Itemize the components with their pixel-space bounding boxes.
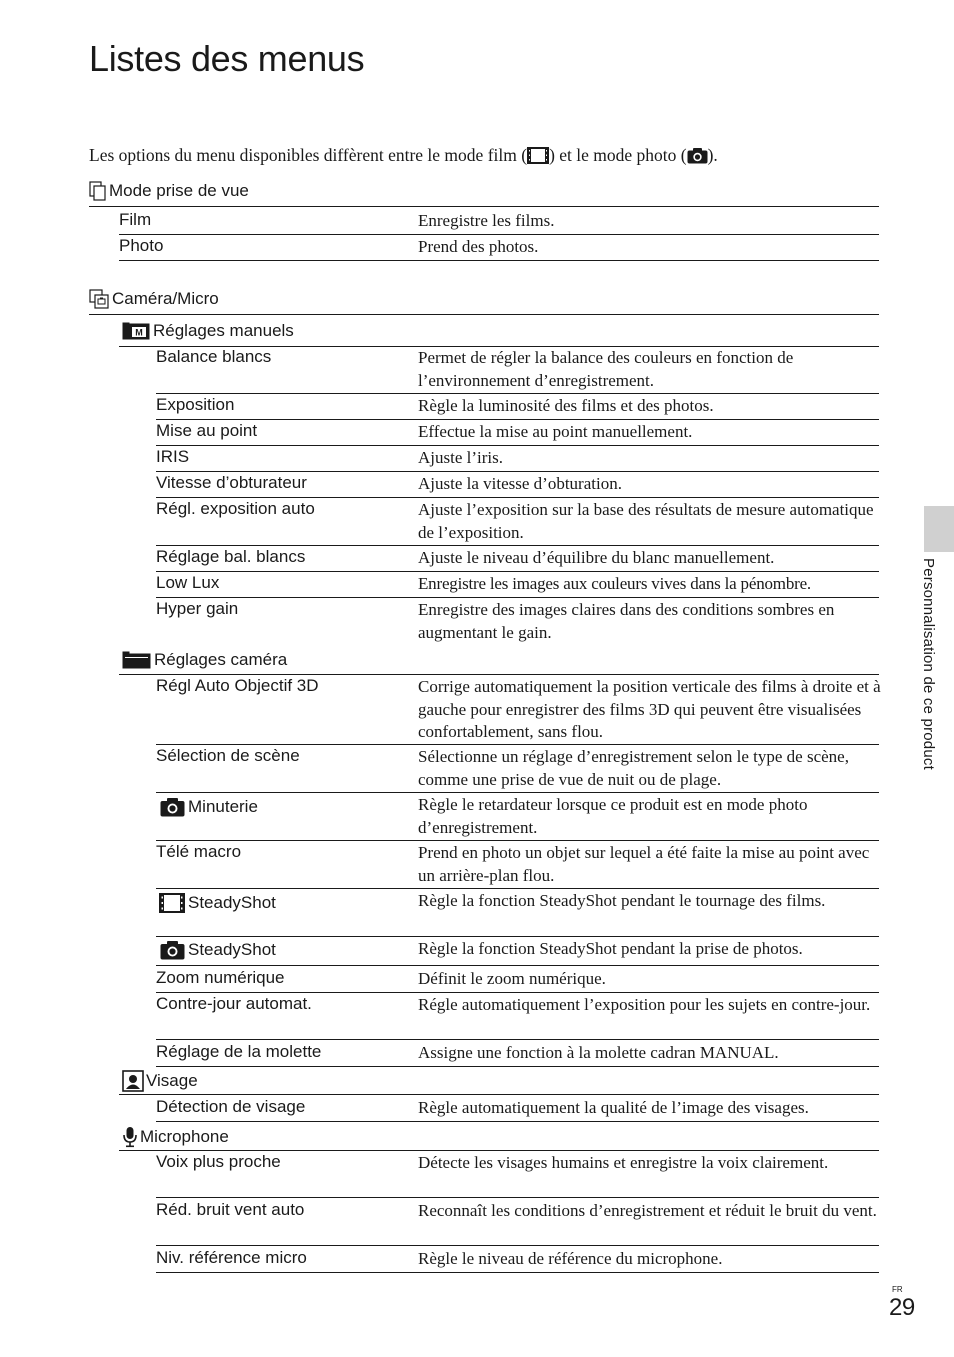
menu-item [156, 599, 238, 619]
menu-item-desc: Assigne une fonction à la molette cadran MANUAL. [418, 1043, 779, 1062]
menu-item [160, 940, 276, 960]
menu-item-label: Niv. référence micro [156, 1248, 307, 1267]
row-divider [156, 1197, 879, 1198]
menu-item-desc: Règle automatiquement la qualité de l’image des visages. [418, 1098, 809, 1117]
svg-text:M: M [135, 327, 143, 337]
menu-item-desc: Enregistre les films. [418, 211, 555, 230]
menu-item-desc: Ajuste le niveau d’équilibre du blanc manuellement. [418, 548, 775, 567]
page-title: Listes des menus [89, 38, 365, 79]
menu-item [156, 395, 234, 415]
row-divider [156, 445, 879, 446]
menu-item-desc: Règle le retardateur lorsque ce produit est en mode photo d’enregistrement. [418, 795, 808, 837]
menu-item-label: Zoom numérique [156, 968, 285, 987]
row-divider [156, 471, 879, 472]
menu-item-desc: Définit le zoom numérique. [418, 969, 606, 988]
menu-item-desc: Régle automatiquement l’exposition pour les sujets en contre-jour. [418, 995, 871, 1014]
menu-item-desc: Ajuste l’iris. [418, 448, 503, 467]
manual-icon [122, 322, 150, 341]
menu-item-desc: Permet de régler la balance des couleurs en fonction de l’environnement d’enregistrement. [418, 348, 794, 390]
menu-item-desc: Reconnaît les conditions d’enregistrement et réduit le bruit du vent. [418, 1201, 877, 1220]
page-number: 29 [889, 1294, 915, 1321]
menu-item-label: Exposition [156, 395, 235, 414]
subsection-rule [119, 1094, 879, 1095]
menu-item [156, 473, 307, 493]
menu-item [156, 573, 219, 593]
menu-item-label: Mise au point [156, 421, 258, 440]
camera-micro-icon [89, 289, 109, 309]
menu-item-label: Régl. exposition auto [156, 499, 315, 518]
menu-item-desc: Règle la fonction SteadyShot pendant la prise de photos. [418, 939, 803, 958]
row-divider [156, 888, 879, 889]
menu-item-desc: Ajuste l’exposition sur la base des résultats de mesure automatique de l’exposition. [418, 500, 874, 542]
menu-item-label: Minuterie [188, 797, 258, 816]
menu-item-label: IRIS [156, 447, 190, 466]
menu-item-label: Film [119, 210, 152, 229]
row-divider [156, 419, 879, 420]
menu-item-label: Sélection de scène [156, 746, 300, 765]
menu-item-label: Réglage bal. blancs [156, 547, 306, 566]
subsection-microphone-heading [122, 1126, 229, 1148]
chapter-side-label: Personnalisation de ce product [920, 558, 937, 770]
row-divider [156, 840, 879, 841]
section-rule [89, 314, 879, 315]
row-divider [156, 393, 879, 394]
menu-item [159, 893, 276, 913]
menu-item [156, 676, 319, 696]
menu-item [156, 1248, 307, 1268]
menu-item-label: Hyper gain [156, 599, 239, 618]
photo-icon [160, 940, 185, 960]
row-divider [156, 965, 879, 966]
menu-item-desc: Enregistre des images claires dans des conditions sombres en augmentant le gain. [418, 600, 835, 642]
row-divider [156, 936, 879, 937]
menu-item-desc: Ajuste la vitesse d’obturation. [418, 474, 622, 493]
menu-item [156, 968, 285, 988]
subsection-manual-heading [122, 321, 294, 341]
section-rule [89, 206, 879, 207]
menu-item-desc: Règle le niveau de référence du microphone. [418, 1249, 723, 1268]
menu-item-desc: Effectue la mise au point manuellement. [418, 422, 693, 441]
row-divider [156, 992, 879, 993]
menu-item [156, 1097, 305, 1117]
subsection-face-heading [122, 1070, 198, 1092]
menu-item-label: Photo [119, 236, 164, 255]
photo-icon [687, 147, 708, 164]
menu-item [160, 797, 258, 817]
subsection-rule [119, 674, 879, 675]
menu-item [156, 842, 241, 862]
menu-item-desc: Corrige automatiquement la position verticale des films à droite et à gauche pour enregistrer des films 3D qui peuvent être visualisées confortablement, sans flou. [418, 677, 881, 741]
menu-item-label: Détection de visage [156, 1097, 306, 1116]
menu-item-label: Réglage de la molette [156, 1042, 322, 1061]
film-icon [159, 893, 185, 913]
microphone-icon [122, 1126, 138, 1148]
row-divider [156, 597, 879, 598]
menu-item-label: Voix plus proche [156, 1152, 281, 1171]
section-camera-heading [89, 289, 219, 309]
menu-item-label: Régl Auto Objectif 3D [156, 676, 319, 695]
menu-item-desc: Détecte les visages humains et enregistre la voix clairement. [418, 1153, 829, 1172]
row-divider [156, 1039, 879, 1040]
photo-icon [160, 797, 185, 817]
subsection-rule [119, 1150, 879, 1151]
menu-item-label: SteadyShot [188, 893, 276, 912]
subsection-camera-settings-heading [122, 650, 287, 670]
menu-item [156, 447, 189, 467]
menu-item [156, 746, 300, 766]
subsection-microphone-label: Microphone [140, 1127, 229, 1146]
menu-item-label: Low Lux [156, 573, 220, 592]
row-divider [156, 1121, 879, 1122]
row-divider [156, 571, 879, 572]
row-divider [156, 1066, 879, 1067]
camera-settings-icon [122, 651, 151, 670]
language-code: FR [892, 1285, 903, 1294]
section-camera-label: Caméra/Micro [112, 289, 219, 308]
row-divider [156, 1245, 879, 1246]
menu-item [156, 1042, 321, 1062]
menu-item [156, 1200, 304, 1220]
film-icon [527, 147, 549, 164]
row-divider [119, 234, 879, 235]
mode-icon [89, 181, 106, 201]
menu-item-desc: Règle la luminosité des films et des photos. [418, 396, 714, 415]
menu-item-desc: Prend des photos. [418, 237, 539, 256]
face-icon [122, 1070, 144, 1092]
menu-item-desc: Enregistre les images aux couleurs vives dans la pénombre. [418, 574, 811, 593]
subsection-camera-settings-label: Réglages caméra [154, 650, 288, 669]
menu-item [156, 421, 257, 441]
section-mode-heading [89, 181, 249, 201]
row-divider [156, 497, 879, 498]
menu-item [119, 210, 151, 230]
menu-item-desc: Prend en photo un objet sur lequel a été faite la mise au point avec un arrière-plan flou. [418, 843, 870, 885]
menu-item [156, 499, 315, 519]
row-divider [156, 1272, 879, 1273]
menu-item-label: Balance blancs [156, 347, 272, 366]
menu-item [156, 1152, 281, 1172]
subsection-manual-label: Réglages manuels [153, 321, 294, 340]
menu-item [156, 347, 271, 367]
chapter-tab-marker [924, 506, 954, 552]
menu-item-label: Contre-jour automat. [156, 994, 312, 1013]
menu-item [156, 547, 305, 567]
subsection-face-label: Visage [146, 1071, 198, 1090]
menu-item-label: Vitesse d’obturateur [156, 473, 307, 492]
menu-item-label: SteadyShot [188, 940, 276, 959]
row-divider [156, 545, 879, 546]
menu-item [156, 994, 312, 1014]
row-divider [119, 260, 879, 261]
intro-text: Les options du menu disponibles diffèrent entre le mode film ( ) et le mode photo ( ). [89, 145, 718, 165]
row-divider [156, 792, 879, 793]
menu-item-desc: Règle la fonction SteadyShot pendant le tournage des films. [418, 891, 826, 910]
menu-item-label: Télé macro [156, 842, 242, 861]
menu-item [119, 236, 163, 256]
menu-item-desc: Sélectionne un réglage d’enregistrement selon le type de scène, comme une prise de vue de nuit ou de plage. [418, 747, 849, 789]
menu-item-label: Réd. bruit vent auto [156, 1200, 305, 1219]
row-divider [156, 744, 879, 745]
section-mode-label: Mode prise de vue [109, 181, 249, 200]
